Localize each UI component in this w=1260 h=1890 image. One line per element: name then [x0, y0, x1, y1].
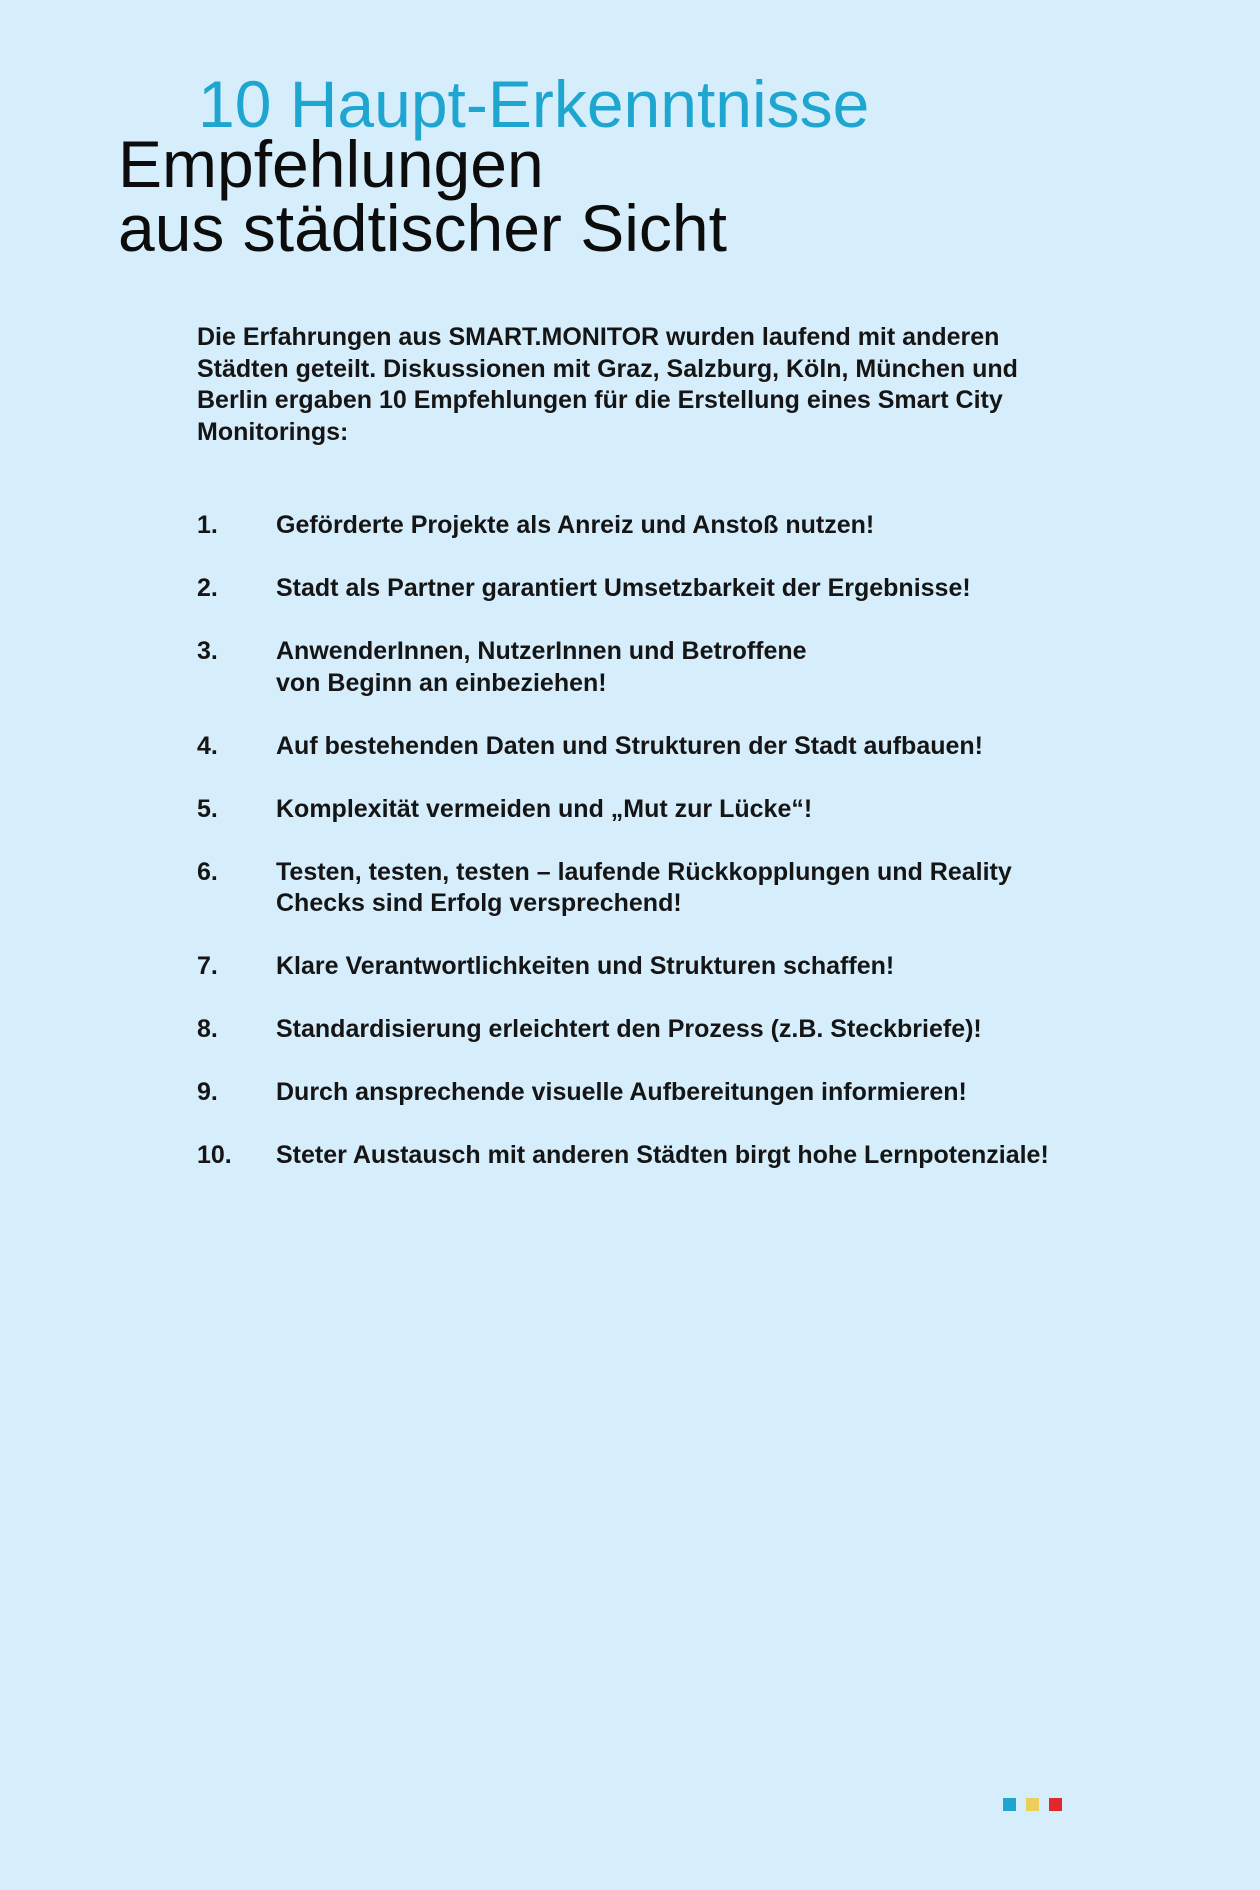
list-item-line: Testen, testen, testen – laufende Rückkopplungen und Reality [276, 857, 1012, 886]
list-item [197, 1077, 1117, 1109]
intro-paragraph: Die Erfahrungen aus SMART.MONITOR wurden laufend mit anderen Städten geteilt. Diskussionen mit Graz, Salzburg, Köln, München und Berlin ergaben 10 Empfehlungen für die Erstellung eines Smart City Monitorings: [197, 323, 1018, 446]
list-item-number: 1. [197, 511, 218, 539]
list-item [197, 1014, 1117, 1046]
list-item-line: Auf bestehenden Daten und Strukturen der Stadt aufbauen! [276, 731, 983, 760]
list-item-text [276, 1014, 1117, 1046]
list-item-number: 4. [197, 731, 218, 760]
list-item [197, 573, 1117, 605]
list-item-text [276, 731, 1117, 763]
list-item [197, 731, 1117, 763]
list-item [197, 510, 1117, 542]
list-item-number: 8. [197, 1015, 218, 1043]
list-item-line: AnwenderInnen, NutzerInnen und Betroffene [276, 637, 807, 665]
list-item-text [276, 573, 1117, 605]
list-item-number: 5. [197, 794, 218, 823]
list-item-number: 10. [197, 1141, 232, 1169]
list-item-number: 9. [197, 1078, 218, 1106]
list-item-line: Standardisierung erleichtert den Prozess (z.B. Steckbriefe)! [276, 1015, 982, 1043]
list-item-number: 6. [197, 857, 218, 886]
list-item-text [276, 1077, 1117, 1109]
list-item [197, 636, 1117, 699]
list-item-text [276, 510, 1117, 542]
page-title [118, 127, 727, 265]
list-item [197, 857, 1117, 920]
red-square-icon [1049, 1798, 1062, 1811]
blue-square-icon [1003, 1798, 1016, 1811]
section-kicker: 10 Haupt-Erkenntnisse [198, 67, 870, 141]
list-item-line: Checks sind Erfolg versprechend! [276, 889, 682, 917]
list-item-text [276, 794, 1117, 826]
list-item [197, 1140, 1117, 1172]
color-squares-decoration [1003, 1798, 1062, 1811]
list-item-text [276, 636, 1117, 699]
list-item-line: von Beginn an einbeziehen! [276, 668, 607, 697]
page-title-line-2: aus städtischer Sicht [118, 191, 727, 265]
list-item-text [276, 857, 1117, 920]
list-item-line: Durch ansprechende visuelle Aufbereitungen informieren! [276, 1078, 967, 1106]
list-item-line: Klare Verantwortlichkeiten und Strukturen schaffen! [276, 952, 895, 980]
list-item-line: Komplexität vermeiden und „Mut zur Lücke“! [276, 794, 813, 823]
list-item-line: Geförderte Projekte als Anreiz und Anstoß nutzen! [276, 511, 875, 539]
list-item [197, 794, 1117, 826]
list-item-text [276, 951, 1117, 983]
yellow-square-icon [1026, 1798, 1039, 1811]
list-item-line: Stadt als Partner garantiert Umsetzbarkeit der Ergebnisse! [276, 574, 971, 602]
list-item-text [276, 1140, 1117, 1172]
list-item [197, 951, 1117, 983]
list-item-number: 2. [197, 574, 218, 602]
list-item-number: 7. [197, 952, 218, 980]
list-item-number: 3. [197, 637, 218, 665]
page-title-line-1: Empfehlungen [118, 127, 544, 201]
recommendation-list [197, 510, 1117, 1203]
list-item-line: Steter Austausch mit anderen Städten birgt hohe Lernpotenziale! [276, 1141, 1049, 1169]
